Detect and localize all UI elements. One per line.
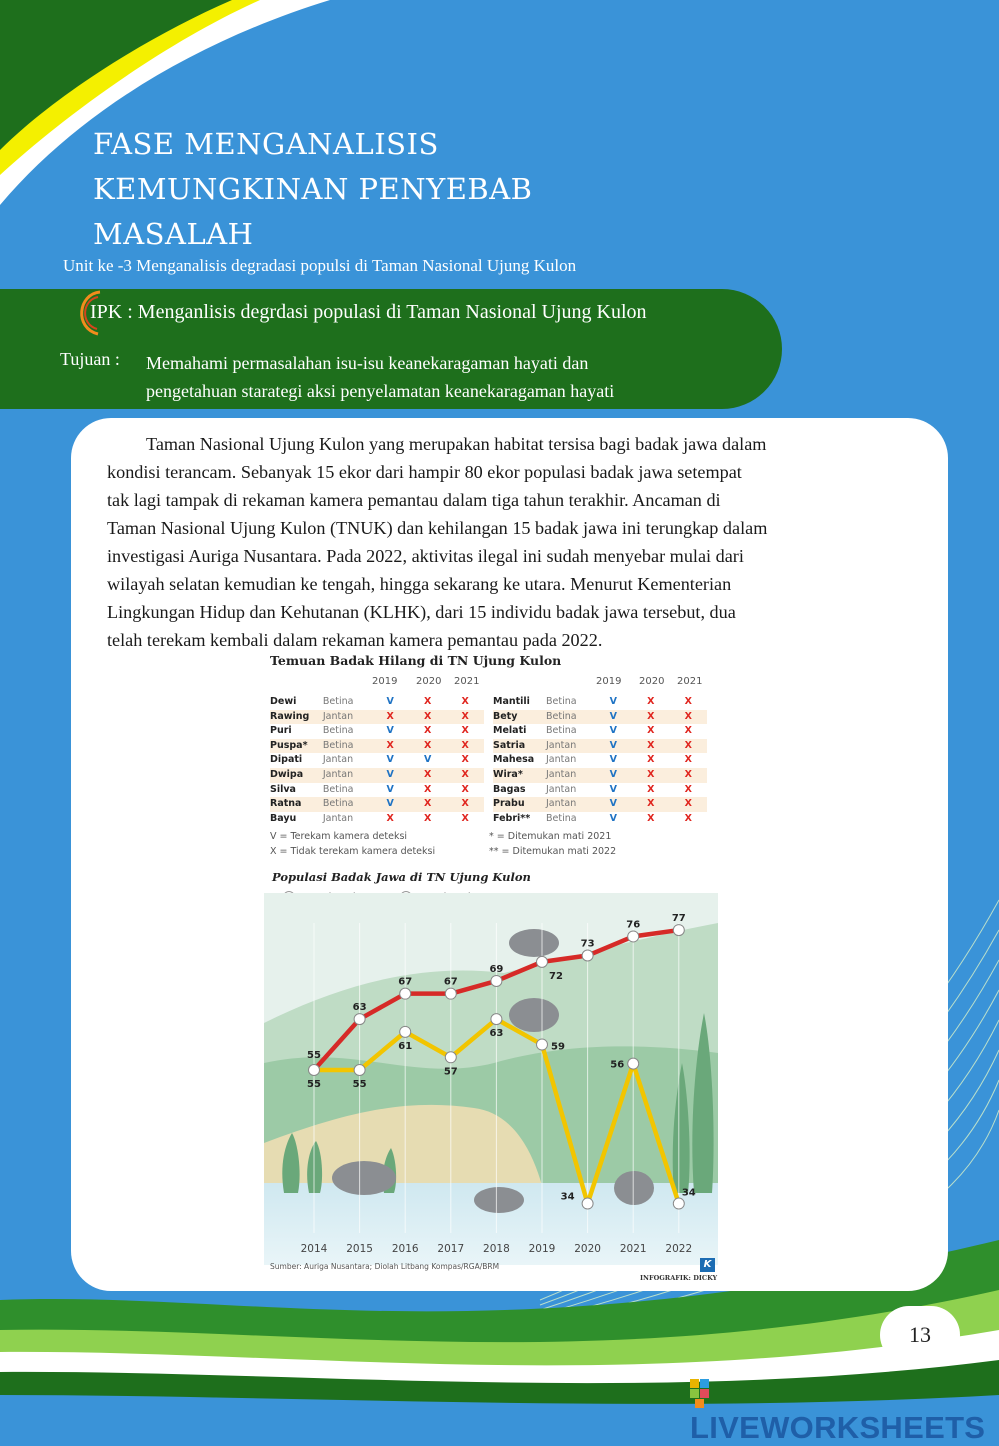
detection-mark: X xyxy=(632,739,669,754)
rhino-sex: Jantan xyxy=(546,768,595,783)
data-label: 77 xyxy=(671,913,686,925)
data-point xyxy=(537,1039,548,1050)
rhino-sex: Betina xyxy=(323,797,372,812)
rhino-sex: Betina xyxy=(322,725,354,737)
detection-mark: X xyxy=(446,710,484,725)
table-row xyxy=(270,724,484,739)
data-point xyxy=(354,1065,365,1076)
tujuan-line-2: pengetahuan starategi aksi penyelamatan keanekaragaman hayati xyxy=(146,381,615,401)
title-line-3: MASALAH xyxy=(93,217,254,251)
paragraph-line: tak lagi tampak di rekaman kamera pemantau dalam tiga tahun terakhir. Ancaman di xyxy=(107,490,721,510)
data-label: 72 xyxy=(549,970,563,982)
table-row xyxy=(270,768,484,783)
data-point xyxy=(628,931,639,942)
detection-mark: X xyxy=(684,783,692,795)
legend-x: X = Tidak terekam kamera deteksi xyxy=(270,846,436,857)
data-label: 59 xyxy=(551,1041,565,1053)
detection-mark: V xyxy=(371,768,409,783)
detection-mark: V xyxy=(423,754,432,766)
data-label: 61 xyxy=(398,1040,413,1052)
detection-mark: V xyxy=(595,739,632,754)
data-label: 76 xyxy=(626,919,641,931)
paragraph-line: Lingkungan Hidup dan Kehutanan (KLHK), dari 15 individu badak jawa tersebut, dua xyxy=(107,602,736,622)
data-point xyxy=(445,1052,456,1063)
table-row xyxy=(493,710,707,725)
detection-mark: X xyxy=(371,710,409,725)
rhino-sex: Betina xyxy=(322,783,354,795)
rhino-name: Silva xyxy=(270,783,296,795)
title-line-1: FASE MENGANALISIS xyxy=(93,127,439,161)
title-line-2: KEMUNGKINAN PENYEBAB xyxy=(93,172,533,206)
rhino-sex: Betina xyxy=(546,812,577,824)
data-point xyxy=(445,988,456,999)
year-header: 2019 xyxy=(372,676,398,687)
data-point xyxy=(628,1058,639,1069)
rhino-name: Dwipa xyxy=(270,768,323,783)
data-label: 55 xyxy=(307,1079,321,1090)
table-row xyxy=(493,812,707,827)
table-row xyxy=(270,739,484,754)
detection-mark: V xyxy=(609,754,617,766)
x-tick-label: 2020 xyxy=(574,1243,601,1255)
detection-mark: X xyxy=(446,739,484,754)
rhino-name: Bety xyxy=(493,710,546,725)
data-label: 34 xyxy=(681,1187,696,1199)
liveworksheets-brand[interactable] xyxy=(690,1374,999,1446)
badak-table-left xyxy=(270,695,484,826)
rhino-name: Wira* xyxy=(493,768,546,783)
tujuan-label: Tujuan : xyxy=(60,349,120,369)
detection-mark: X xyxy=(424,696,432,707)
rhino-name: Mantili xyxy=(493,696,530,707)
rhino-sex: Jantan xyxy=(546,797,595,812)
rhino-sex: Jantan xyxy=(546,783,577,795)
detection-mark: X xyxy=(647,696,655,707)
paragraph-line: Taman Nasional Ujung Kulon yang merupakan habitat tersisa bagi badak jawa dalam xyxy=(146,434,767,454)
rhino-sex: Betina xyxy=(323,739,372,754)
chart-credit: INFOGRAFIK: DICKY xyxy=(640,1274,718,1282)
detection-mark: X xyxy=(461,696,469,707)
data-point xyxy=(537,956,548,967)
detection-mark: V xyxy=(386,754,394,766)
detection-mark: V xyxy=(609,696,617,707)
data-label: 56 xyxy=(610,1059,625,1071)
population-chart xyxy=(264,893,718,1265)
detection-mark: X xyxy=(461,725,469,737)
detection-mark: X xyxy=(669,739,707,754)
table-row xyxy=(270,812,484,827)
tujuan-text xyxy=(146,349,614,405)
x-tick-label: 2018 xyxy=(483,1243,510,1255)
rhino-name: Febri** xyxy=(493,812,531,824)
detection-mark: X xyxy=(409,797,447,812)
detection-mark: X xyxy=(632,797,669,812)
rhino-sex: Betina xyxy=(322,696,354,707)
data-point xyxy=(582,950,593,961)
detection-mark: X xyxy=(461,783,469,795)
detection-mark: X xyxy=(684,754,692,766)
detection-mark: X xyxy=(461,754,469,766)
detection-mark: X xyxy=(424,725,432,737)
data-point xyxy=(354,1014,365,1025)
detection-mark: X xyxy=(647,783,655,795)
note-1: * = Ditemukan mati 2021 xyxy=(489,831,612,842)
brand-text: LIVEWORKSHEETS xyxy=(690,1410,986,1445)
chart-source: Sumber: Auriga Nusantara; Diolah Litbang Kompas/RGA/BRM xyxy=(270,1262,500,1271)
x-tick-label: 2016 xyxy=(391,1243,419,1255)
data-label: 69 xyxy=(489,963,504,975)
detection-mark: X xyxy=(424,812,432,824)
detection-mark: V xyxy=(371,797,409,812)
rhino-name: Bagas xyxy=(493,783,526,795)
detection-mark: X xyxy=(647,725,655,737)
detection-mark: X xyxy=(409,739,447,754)
table-title: Temuan Badak Hilang di TN Ujung Kulon xyxy=(270,653,562,668)
table-row xyxy=(493,768,707,783)
data-point xyxy=(491,975,502,986)
data-label: 67 xyxy=(443,976,458,988)
data-point xyxy=(400,1026,411,1037)
rhino-name: Puri xyxy=(270,725,292,737)
detection-mark: V xyxy=(609,812,617,824)
rhino-name: Melati xyxy=(493,725,527,737)
data-point xyxy=(673,925,684,936)
rhino-sex: Jantan xyxy=(322,812,354,824)
detection-mark: X xyxy=(409,768,447,783)
detection-mark: X xyxy=(632,768,669,783)
rhino-sex: Betina xyxy=(546,725,577,737)
detection-mark: V xyxy=(386,725,394,737)
table-row xyxy=(270,797,484,812)
data-label: 63 xyxy=(489,1028,504,1040)
rhino-name: Puspa* xyxy=(270,739,323,754)
rhino-name: Ratna xyxy=(270,797,323,812)
year-header: 2019 xyxy=(596,676,622,687)
detection-mark: V xyxy=(386,696,394,707)
detection-mark: X xyxy=(424,783,432,795)
table-row xyxy=(493,753,707,768)
chart-x-ticks xyxy=(301,1243,693,1255)
detection-mark: X xyxy=(461,812,469,824)
paragraph-line: wilayah selatan kemudian ke tengah, hingga sekarang ke utara. Menurut Kementerian xyxy=(107,574,732,594)
data-label: 67 xyxy=(398,976,413,988)
data-label: 63 xyxy=(352,1002,367,1014)
year-header: 2020 xyxy=(416,676,442,687)
x-tick-label: 2019 xyxy=(528,1243,556,1255)
unit-subtitle: Unit ke -3 Menganalisis degradasi populsi di Taman Nasional Ujung Kulon xyxy=(63,256,577,275)
data-point xyxy=(400,988,411,999)
page-title xyxy=(93,122,532,257)
data-label: 73 xyxy=(580,938,595,950)
detection-mark: X xyxy=(446,768,484,783)
data-point xyxy=(309,1065,320,1076)
table-row xyxy=(270,710,484,725)
data-point xyxy=(491,1014,502,1025)
table-row xyxy=(493,797,707,812)
table-row xyxy=(493,724,707,739)
kompas-badge: K xyxy=(700,1258,715,1272)
paragraph-line: Taman Nasional Ujung Kulon (TNUK) dan kehilangan 15 badak jawa ini terungkap dalam xyxy=(107,518,768,538)
table-row xyxy=(493,783,707,798)
detection-mark: X xyxy=(684,812,692,824)
detection-mark: X xyxy=(371,739,409,754)
rhino-sex: Betina xyxy=(546,710,595,725)
body-paragraph xyxy=(107,430,913,654)
rhino-name: Satria xyxy=(493,739,546,754)
data-label: 57 xyxy=(443,1066,458,1078)
year-header: 2021 xyxy=(677,676,703,687)
rhino-name: Dewi xyxy=(270,696,297,707)
rhino-sex: Jantan xyxy=(322,754,354,766)
detection-mark: X xyxy=(669,710,707,725)
data-point xyxy=(673,1198,684,1209)
rhino-name: Mahesa xyxy=(493,754,535,766)
detection-mark: X xyxy=(446,797,484,812)
data-label: 55 xyxy=(307,1050,321,1061)
badak-table-right xyxy=(493,695,707,826)
rhino-sex: Jantan xyxy=(323,710,372,725)
detection-mark: X xyxy=(669,768,707,783)
rhino-sex: Betina xyxy=(546,696,577,707)
x-tick-label: 2017 xyxy=(437,1243,465,1255)
detection-mark: V xyxy=(595,797,632,812)
year-header: 2020 xyxy=(639,676,665,687)
rhino-sex: Jantan xyxy=(546,754,577,766)
detection-mark: V xyxy=(595,768,632,783)
rhino-name: Bayu xyxy=(270,812,297,824)
table-row xyxy=(270,753,484,768)
x-tick-label: 2014 xyxy=(300,1243,328,1255)
detection-mark: X xyxy=(684,725,692,737)
detection-mark: X xyxy=(632,710,669,725)
detection-mark: V xyxy=(609,783,617,795)
detection-mark: V xyxy=(609,725,617,737)
legend-v: V = Terekam kamera deteksi xyxy=(270,831,408,842)
detection-mark: X xyxy=(647,754,655,766)
data-label: 55 xyxy=(352,1079,367,1090)
detection-mark: V xyxy=(595,710,632,725)
paragraph-line: kondisi terancam. Sebanyak 15 ekor dari hampir 80 ekor populasi badak jawa setempat xyxy=(107,462,742,482)
paragraph-line: telah terekam kembali dalam rekaman kamera pemantau pada 2022. xyxy=(107,630,603,650)
table-row xyxy=(270,695,484,710)
rhino-sex: Jantan xyxy=(323,768,372,783)
rhino-name: Prabu xyxy=(493,797,546,812)
x-tick-label: 2015 xyxy=(346,1243,373,1255)
rhino-name: Rawing xyxy=(270,710,323,725)
chart-title: Populasi Badak Jawa di TN Ujung Kulon xyxy=(272,870,531,884)
ipk-text: IPK : Menganlisis degrdasi populasi di Taman Nasional Ujung Kulon xyxy=(90,301,647,323)
detection-mark: X xyxy=(684,696,692,707)
page-number: 13 xyxy=(880,1306,960,1364)
table-row xyxy=(493,695,707,710)
tujuan-line-1: Memahami permasalahan isu-isu keanekaragaman hayati dan xyxy=(146,353,589,373)
detection-mark: X xyxy=(386,812,394,824)
year-header: 2021 xyxy=(454,676,480,687)
data-label: 34 xyxy=(560,1191,575,1203)
x-tick-label: 2022 xyxy=(665,1243,693,1255)
detection-mark: X xyxy=(409,710,447,725)
detection-mark: X xyxy=(647,812,655,824)
paragraph-line: investigasi Auriga Nusantara. Pada 2022, aktivitas ilegal ini sudah menyebar mulai dari xyxy=(107,546,744,566)
table-row xyxy=(493,739,707,754)
rhino-name: Dipati xyxy=(270,754,303,766)
detection-mark: V xyxy=(386,783,394,795)
detection-mark: X xyxy=(669,797,707,812)
note-2: ** = Ditemukan mati 2022 xyxy=(489,846,617,857)
data-point xyxy=(582,1198,593,1209)
x-tick-label: 2021 xyxy=(619,1243,647,1255)
liveworksheets-logo-icon xyxy=(690,1379,710,1409)
rhino-sex: Jantan xyxy=(546,739,595,754)
table-row xyxy=(270,783,484,798)
